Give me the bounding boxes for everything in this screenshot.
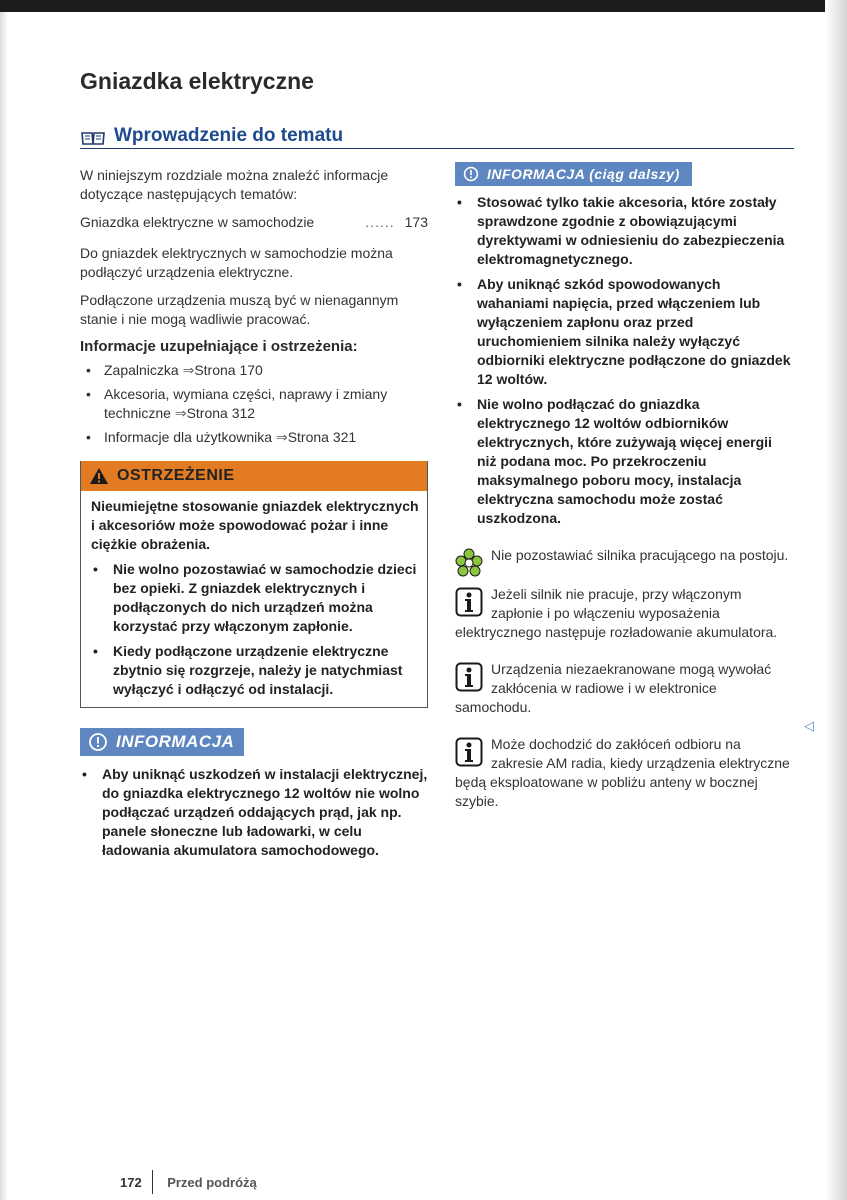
- back-triangle-icon[interactable]: ◁: [804, 718, 814, 733]
- info-note: [455, 735, 795, 811]
- warning-triangle-icon: [89, 467, 109, 485]
- right-page-shade: [825, 0, 847, 1200]
- flower-icon: [455, 548, 483, 578]
- arrow-right-icon: ⇒: [275, 429, 288, 445]
- environment-note: [455, 546, 795, 565]
- environment-note-text: Nie pozostawiać silnika pracującego na postoju.: [491, 547, 789, 563]
- page-footer: [120, 1168, 257, 1196]
- reference-text: Akcesoria, wymiana części, naprawy i zmiany techniczne: [104, 386, 388, 421]
- info-note: [455, 585, 795, 642]
- exclamation-circle-icon: [88, 732, 108, 752]
- reference-item: [80, 428, 428, 447]
- info-i-icon: [455, 662, 483, 692]
- section-title: Wprowadzenie do tematu: [114, 125, 344, 146]
- arrow-right-icon: ⇒: [174, 405, 187, 421]
- info-continued-label: INFORMACJA (ciąg dalszy): [487, 166, 680, 182]
- book-icon: [80, 130, 106, 146]
- info-item: • Aby uniknąć szkód spowodowanych wahaniami napięcia, przed włączeniem lub wyłączeniem zapłonu oraz przed uruchomieniem silnika należy wyłączyć odbiorniki elektryczne podłączone do gniazdek 12 woltów.: [455, 275, 795, 389]
- info-i-icon: [455, 737, 483, 767]
- reference-list: [80, 361, 428, 447]
- warning-label: OSTRZEŻENIE: [117, 467, 235, 484]
- paragraph-2: Podłączone urządzenia muszą być w nienagannym stanie i nie mogą wadliwie pracować.: [80, 292, 399, 327]
- reference-link[interactable]: Strona 321: [287, 429, 357, 445]
- top-edge-bar: [0, 0, 847, 12]
- warning-intro: Nieumiejętne stosowanie gniazdek elektrycznych i akcesoriów może spowodować pożar i inne ciężkie obrażenia.: [91, 498, 419, 552]
- chapter-name: Przed podróżą: [167, 1174, 257, 1190]
- paragraph-1: Do gniazdek elektrycznych w samochodzie można podłączyć urządzenia elektryczne.: [80, 245, 393, 280]
- reference-item: [80, 361, 428, 380]
- page-number: 172: [120, 1174, 142, 1190]
- warning-box: [80, 461, 428, 708]
- reference-text: Informacje dla użytkownika: [104, 429, 273, 445]
- left-column: [80, 166, 428, 860]
- info-i-icon: [455, 587, 483, 617]
- info-label: INFORMACJA: [116, 732, 235, 751]
- toc-dots: ......: [365, 214, 395, 230]
- warning-header: [81, 461, 427, 491]
- info-item: • Stosować tylko takie akcesoria, które zostały sprawdzone zgodnie z obowiązującymi dyrektywami w odniesieniu do zabezpieczenia elektromagnetycznego.: [455, 193, 795, 269]
- reference-item: [80, 385, 428, 423]
- section-heading: [80, 126, 794, 149]
- reference-text: Zapalniczka: [104, 362, 179, 378]
- warning-item: • Nie wolno pozostawiać w samochodzie dzieci bez opieki. Z gniazdek elektrycznych i podłączonych do nich urządzeń można korzystać przy włączonym zapłonie.: [91, 560, 419, 636]
- info-note-text: Urządzenia niezaekranowane mogą wywołać zakłócenia w radiowe i w elektronice samochodu.: [455, 661, 772, 715]
- toc-label: Gniazdka elektryczne w samochodzie: [80, 214, 315, 230]
- intro-text: W niniejszym rozdziale można znaleźć informacje dotyczące następujących tematów:: [80, 167, 389, 202]
- right-column: [455, 162, 795, 811]
- toc-page: 173: [404, 214, 428, 230]
- info-note-text: Jeżeli silnik nie pracuje, przy włączonym zapłonie i po włączeniu wyposażenia elektrycznego następuje rozładowanie akumulatora.: [455, 586, 778, 640]
- info-item: • Nie wolno podłączać do gniazdka elektrycznego 12 woltów odbiorników elektrycznych, które zużywają więcej energii niż podana moc. Po przekroczeniu maksymalnego poboru mocy, instalacja elektryczna samochodu może zostać uszkodzona.: [455, 395, 795, 528]
- info-item: • Aby uniknąć uszkodzeń w instalacji elektrycznej, do gniazdka elektrycznego 12 woltów nie wolno podłączać urządzeń oddających prąd, jak np. panele słoneczne lub ładowarki, w celu ładowania akumulatora samochodowego.: [80, 765, 428, 860]
- warning-body: [81, 491, 427, 707]
- footer-divider: [152, 1170, 154, 1194]
- warning-item: • Kiedy podłączone urządzenie elektryczne zbytnio się rozgrzeje, należy je natychmiast wyłączyć i odłączyć od instalacji.: [91, 642, 419, 699]
- arrow-right-icon: ⇒: [182, 362, 195, 378]
- info-note: [455, 660, 795, 717]
- exclamation-circle-icon: [463, 166, 479, 182]
- page-title: Gniazdka elektryczne: [80, 68, 314, 94]
- toc-entry[interactable]: [80, 213, 428, 232]
- left-page-shade: [0, 12, 8, 1200]
- info-header: [80, 728, 244, 756]
- reference-link[interactable]: Strona 312: [186, 405, 256, 421]
- reference-link[interactable]: Strona 170: [194, 362, 263, 378]
- info-note-text: Może dochodzić do zakłóceń odbioru na zakresie AM radia, kiedy urządzenia elektryczne będą eksploatowane w pobliżu anteny w bocznej szybie.: [455, 736, 790, 809]
- subheading: Informacje uzupełniające i ostrzeżenia:: [80, 338, 358, 355]
- info-continued-header: [455, 162, 692, 186]
